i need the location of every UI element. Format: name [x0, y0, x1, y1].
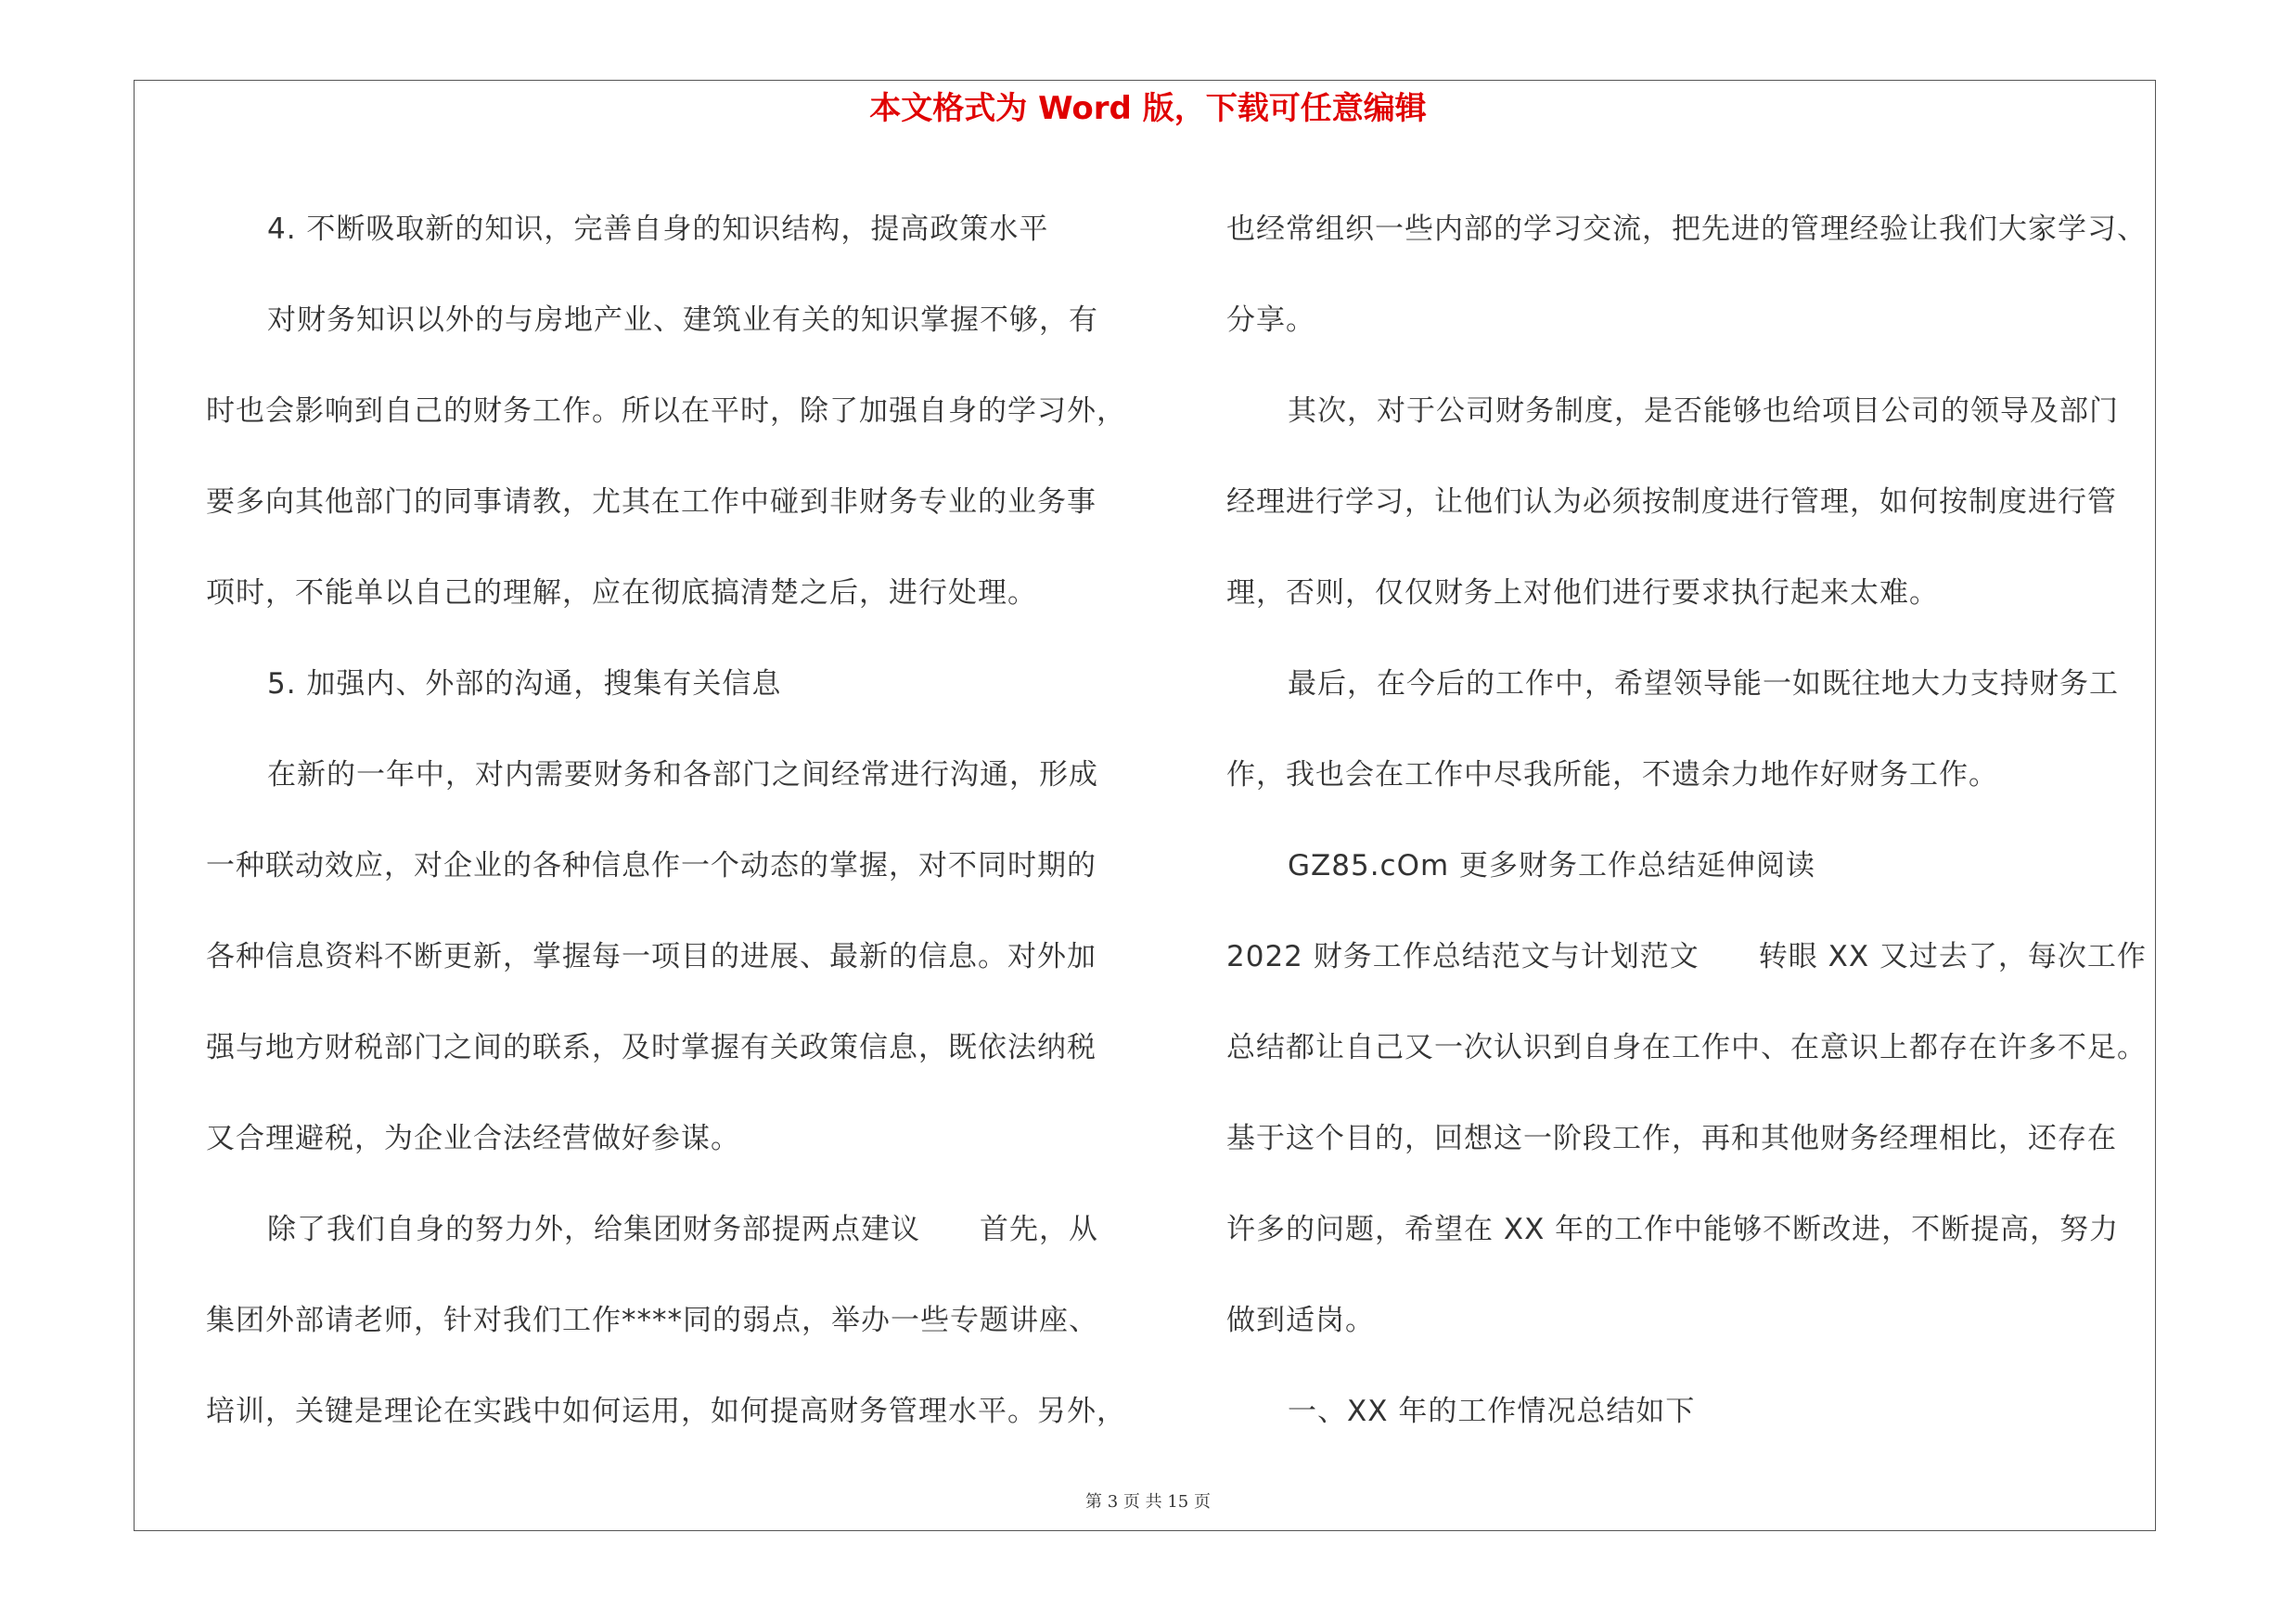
- paragraph-line: 5. 加强内、外部的沟通，搜集有关信息: [267, 667, 782, 701]
- header-banner: 本文格式为 Word 版，下载可任意编辑: [869, 90, 1427, 127]
- paragraph-line: 强与地方财税部门之间的联系，及时掌握有关政策信息，既依法纳税: [206, 1031, 1097, 1064]
- paragraph-line: 集团外部请老师，针对我们工作****同的弱点，举办一些专题讲座、: [206, 1304, 1098, 1337]
- paragraph-line: 其次，对于公司财务制度，是否能够也给项目公司的领导及部门: [1288, 394, 2119, 428]
- paragraph-line: 最后，在今后的工作中，希望领导能一如既往地大力支持财务工: [1288, 667, 2119, 701]
- paragraph-line: 培训，关键是理论在实践中如何运用，如何提高财务管理水平。另外，: [206, 1395, 1126, 1428]
- paragraph-line: 一、XX 年的工作情况总结如下: [1288, 1395, 1696, 1428]
- paragraph-line: 也经常组织一些内部的学习交流，把先进的管理经验让我们大家学习、: [1226, 213, 2147, 246]
- paragraph-line: 许多的问题，希望在 XX 年的工作中能够不断改进，不断提高，努力: [1226, 1213, 2120, 1246]
- right-column: [1226, 184, 2147, 1457]
- paragraph-line: 除了我们自身的努力外，给集团财务部提两点建议 首先，从: [267, 1213, 1098, 1246]
- paragraph-line: 各种信息资料不断更新，掌握每一项目的进展、最新的信息。对外加: [206, 940, 1097, 973]
- paragraph-line: 做到适岗。: [1226, 1304, 1375, 1337]
- paragraph-line: 项时，不能单以自己的理解，应在彻底搞清楚之后，进行处理。: [206, 576, 1037, 610]
- paragraph-line: 在新的一年中，对内需要财务和各部门之间经常进行沟通，形成: [267, 758, 1098, 792]
- paragraph-line: 一种联动效应，对企业的各种信息作一个动态的掌握，对不同时期的: [206, 849, 1097, 882]
- paragraph-line: 又合理避税，为企业合法经营做好参谋。: [206, 1122, 740, 1155]
- paragraph-line: 2022 财务工作总结范文与计划范文 转眼 XX 又过去了，每次工作: [1226, 940, 2147, 973]
- page-number: 第 3 页 共 15 页: [1085, 1492, 1211, 1512]
- paragraph-line: 总结都让自己又一次认识到自身在工作中、在意识上都存在许多不足。: [1226, 1031, 2147, 1064]
- paragraph-line: 分享。: [1226, 303, 1315, 337]
- paragraph-line: 对财务知识以外的与房地产业、建筑业有关的知识掌握不够，有: [267, 303, 1098, 337]
- paragraph-line: 时也会影响到自己的财务工作。所以在平时，除了加强自身的学习外，: [206, 394, 1126, 428]
- paragraph-line: 经理进行学习，让他们认为必须按制度进行管理，如何按制度进行管: [1226, 485, 2117, 519]
- paragraph-line: 4. 不断吸取新的知识，完善自身的知识结构，提高政策水平: [267, 213, 1049, 246]
- left-column: [206, 184, 1126, 1457]
- paragraph-line: 要多向其他部门的同事请教，尤其在工作中碰到非财务专业的业务事: [206, 485, 1097, 519]
- paragraph-line: 基于这个目的，回想这一阶段工作，再和其他财务经理相比，还存在: [1226, 1122, 2117, 1155]
- paragraph-line: 理，否则，仅仅财务上对他们进行要求执行起来太难。: [1226, 576, 1939, 610]
- paragraph-line: GZ85.cOm 更多财务工作总结延伸阅读: [1288, 849, 1816, 882]
- paragraph-line: 作，我也会在工作中尽我所能，不遗余力地作好财务工作。: [1226, 758, 1998, 792]
